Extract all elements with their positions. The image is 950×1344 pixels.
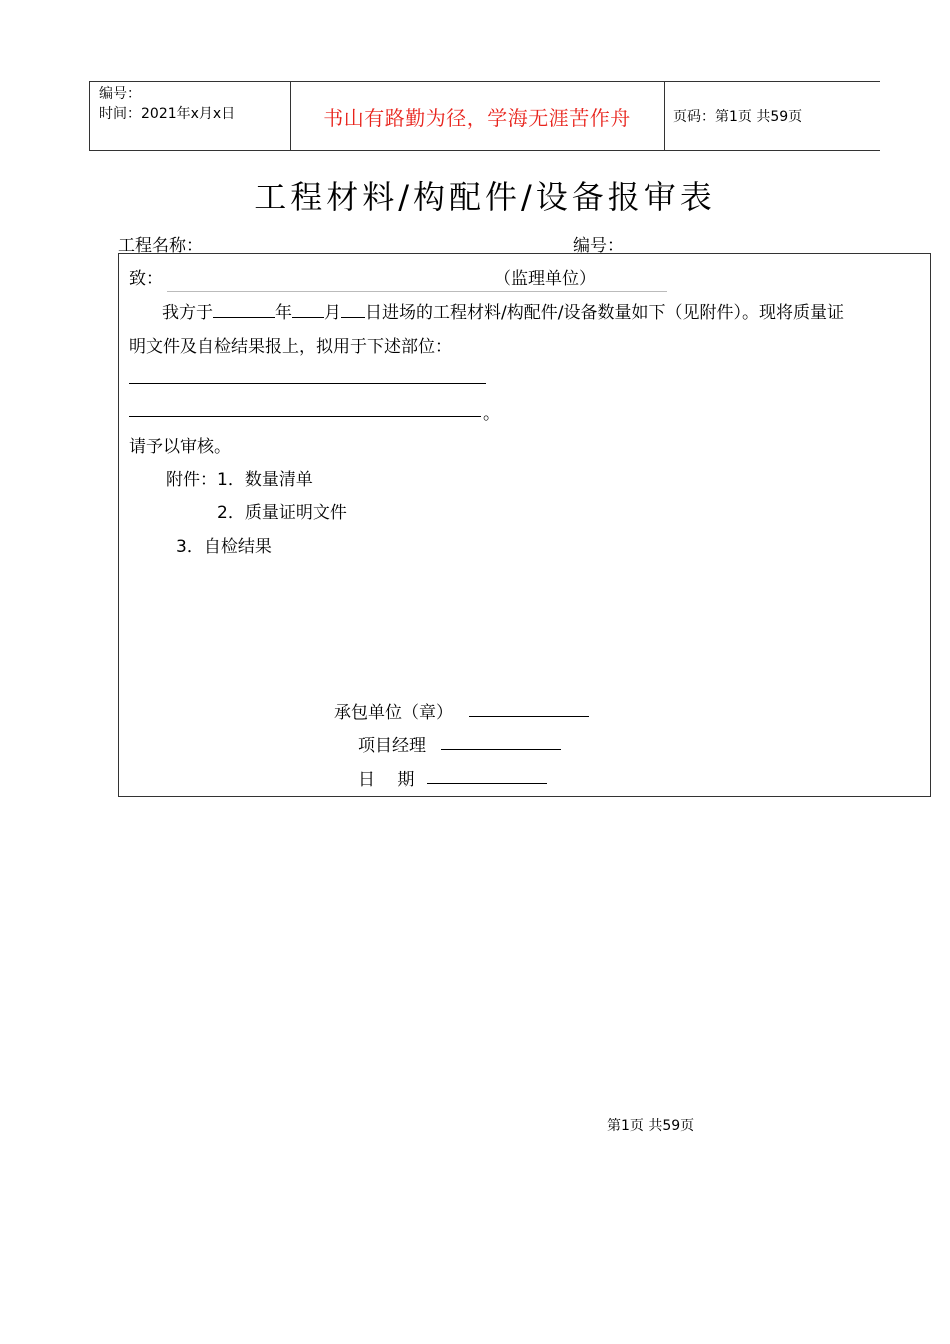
to-underline bbox=[167, 291, 667, 292]
manager-signature-line[interactable] bbox=[441, 749, 561, 750]
contractor-label: 承包单位（章） bbox=[334, 703, 453, 723]
header-meta bbox=[99, 84, 235, 124]
attachment-1: 附件：1．数量清单 bbox=[166, 470, 313, 490]
para-month: 月 bbox=[324, 303, 341, 323]
para-rest: 日进场的工程材料/构配件/设备数量如下（见附件）。现将质量证 bbox=[365, 303, 844, 323]
paragraph-line-1 bbox=[162, 298, 844, 323]
code-label: 编号： bbox=[573, 236, 624, 256]
location-line-2[interactable] bbox=[129, 416, 481, 417]
contractor-signature-line[interactable] bbox=[469, 716, 589, 717]
header-page-info: 页码：第1页 共59页 bbox=[673, 109, 803, 125]
to-label: 致： bbox=[129, 269, 163, 289]
header-motto: 书山有路勤为径，学海无涯苦作舟 bbox=[323, 106, 631, 130]
page-footer: 第1页 共59页 bbox=[607, 1118, 695, 1134]
form-box bbox=[118, 253, 931, 797]
date-label: 日 期 bbox=[358, 770, 415, 790]
project-name-label: 工程名称： bbox=[118, 236, 203, 256]
date-line[interactable] bbox=[427, 783, 547, 784]
number-label: 编号： bbox=[99, 86, 141, 102]
paragraph-line-2: 明文件及自检结果报上，拟用于下述部位： bbox=[129, 337, 452, 357]
year-blank[interactable] bbox=[213, 303, 275, 318]
location-period: 。 bbox=[483, 404, 500, 424]
supervisor-unit-label: （监理单位） bbox=[494, 269, 596, 289]
page-title: 工程材料/构配件/设备报审表 bbox=[254, 178, 716, 216]
location-line-1[interactable] bbox=[129, 383, 486, 384]
month-blank[interactable] bbox=[292, 303, 324, 318]
manager-label: 项目经理 bbox=[358, 736, 426, 756]
time-label: 时间：2021年x月x日 bbox=[99, 106, 236, 122]
para-part-1: 我方于 bbox=[162, 303, 213, 323]
attachment-3: 3．自检结果 bbox=[176, 537, 272, 557]
request-text: 请予以审核。 bbox=[129, 437, 231, 457]
para-year: 年 bbox=[275, 303, 292, 323]
header-table bbox=[89, 81, 880, 151]
day-blank[interactable] bbox=[341, 303, 365, 318]
header-divider-2 bbox=[664, 82, 665, 150]
attachment-2: 2．质量证明文件 bbox=[217, 503, 347, 523]
